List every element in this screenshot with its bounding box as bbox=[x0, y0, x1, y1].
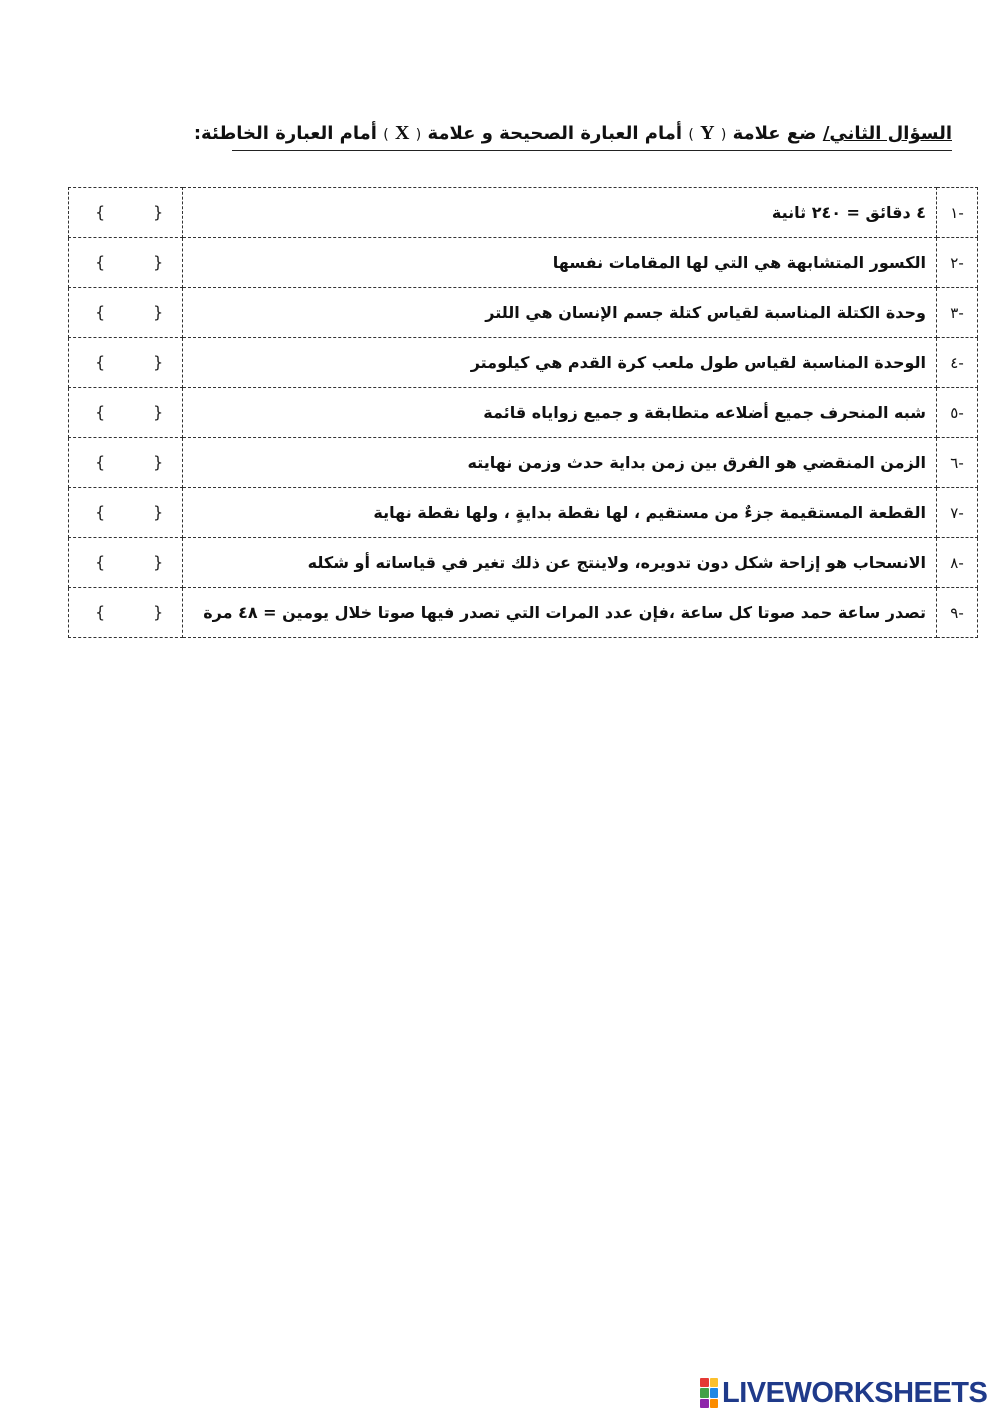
false-mark-symbol: X bbox=[394, 122, 410, 144]
answer-bracket-open: { bbox=[95, 452, 106, 472]
question-row bbox=[69, 538, 978, 588]
true-mark-symbol: Y bbox=[700, 122, 715, 144]
statement-text: الانسحاب هو إزاحة شكل دون تدويره، ولاينتج عن ذلك تغير في قياساته أو شكله bbox=[183, 538, 937, 588]
answer-box[interactable] bbox=[69, 438, 183, 488]
statement-text: الكسور المتشابهة هي التي لها المقامات نفسها bbox=[183, 238, 937, 288]
answer-bracket-open: { bbox=[95, 252, 106, 272]
answer-bracket-close: } bbox=[153, 202, 164, 222]
statement-number: -٤ bbox=[937, 338, 978, 388]
question-row bbox=[69, 188, 978, 238]
logo-square bbox=[700, 1399, 709, 1408]
heading-part1: ضع علامة bbox=[732, 123, 817, 144]
liveworksheets-logo bbox=[700, 1374, 987, 1412]
answer-box[interactable] bbox=[69, 588, 183, 638]
liveworksheets-logo-icon bbox=[700, 1378, 718, 1408]
question-prefix: السؤال الثاني/ bbox=[822, 123, 952, 144]
statement-number: -٥ bbox=[937, 388, 978, 438]
statement-number: -٧ bbox=[937, 488, 978, 538]
logo-square bbox=[710, 1388, 719, 1397]
answer-bracket-open: { bbox=[95, 302, 106, 322]
question-row bbox=[69, 388, 978, 438]
true-false-table bbox=[68, 187, 978, 638]
answer-bracket-open: { bbox=[95, 502, 106, 522]
logo-square bbox=[700, 1378, 709, 1387]
statement-text: الوحدة المناسبة لقياس طول ملعب كرة القدم هي كيلومتر bbox=[183, 338, 937, 388]
answer-bracket-close: } bbox=[153, 502, 164, 522]
answer-box[interactable] bbox=[69, 338, 183, 388]
statement-text: وحدة الكتلة المناسبة لقياس كتلة جسم الإنسان هي اللتر bbox=[183, 288, 937, 338]
answer-bracket-open: { bbox=[95, 402, 106, 422]
answer-bracket-close: } bbox=[153, 602, 164, 622]
answer-box[interactable] bbox=[69, 188, 183, 238]
answer-bracket-open: { bbox=[95, 552, 106, 572]
question-row bbox=[69, 338, 978, 388]
answer-bracket-open: { bbox=[95, 202, 106, 222]
answer-box[interactable] bbox=[69, 488, 183, 538]
statement-text: ٤ دقائق = ٢٤٠ ثانية bbox=[183, 188, 937, 238]
answer-bracket-close: } bbox=[153, 252, 164, 272]
answer-bracket-close: } bbox=[153, 302, 164, 322]
answer-bracket-close: } bbox=[153, 452, 164, 472]
statement-number: -٨ bbox=[937, 538, 978, 588]
logo-text: LIVEWORKSHEETS bbox=[722, 1376, 988, 1409]
statement-number: -١ bbox=[937, 188, 978, 238]
answer-box[interactable] bbox=[69, 538, 183, 588]
answer-box[interactable] bbox=[69, 388, 183, 438]
heading-part2: أمام العبارة الصحيحة و علامة bbox=[427, 123, 683, 144]
question-row bbox=[69, 288, 978, 338]
question-row bbox=[69, 238, 978, 288]
logo-square bbox=[700, 1388, 709, 1397]
answer-box[interactable] bbox=[69, 238, 183, 288]
statement-number: -٢ bbox=[937, 238, 978, 288]
question-heading: السؤال الثاني/ ضع علامة ( Y ) أمام العبارة الصحيحة و علامة ( X ) أمام العبارة الخاطئة: bbox=[232, 118, 952, 151]
logo-square bbox=[710, 1378, 719, 1387]
question-row bbox=[69, 488, 978, 538]
heading-part3: أمام العبارة الخاطئة: bbox=[193, 123, 377, 144]
statement-text: الزمن المنقضي هو الفرق بين زمن بداية حدث وزمن نهايته bbox=[183, 438, 937, 488]
logo-square bbox=[710, 1399, 719, 1408]
statement-text: تصدر ساعة حمد صوتا كل ساعة ،فإن عدد المرات التي تصدر فيها صوتا خلال يومين = ٤٨ مرة bbox=[183, 588, 937, 638]
question-row bbox=[69, 588, 978, 638]
statement-text: القطعة المستقيمة جزءٌ من مستقيم ، لها نقطة بدايةٍ ، ولها نقطة نهاية bbox=[183, 488, 937, 538]
statement-text: شبه المنحرف جميع أضلاعه متطابقة و جميع زواياه قائمة bbox=[183, 388, 937, 438]
answer-bracket-open: { bbox=[95, 602, 106, 622]
answer-bracket-close: } bbox=[153, 552, 164, 572]
answer-bracket-close: } bbox=[153, 402, 164, 422]
statement-number: -٣ bbox=[937, 288, 978, 338]
answer-box[interactable] bbox=[69, 288, 183, 338]
answer-bracket-close: } bbox=[153, 352, 164, 372]
answer-bracket-open: { bbox=[95, 352, 106, 372]
statement-number: -٦ bbox=[937, 438, 978, 488]
statement-number: -٩ bbox=[937, 588, 978, 638]
question-row bbox=[69, 438, 978, 488]
